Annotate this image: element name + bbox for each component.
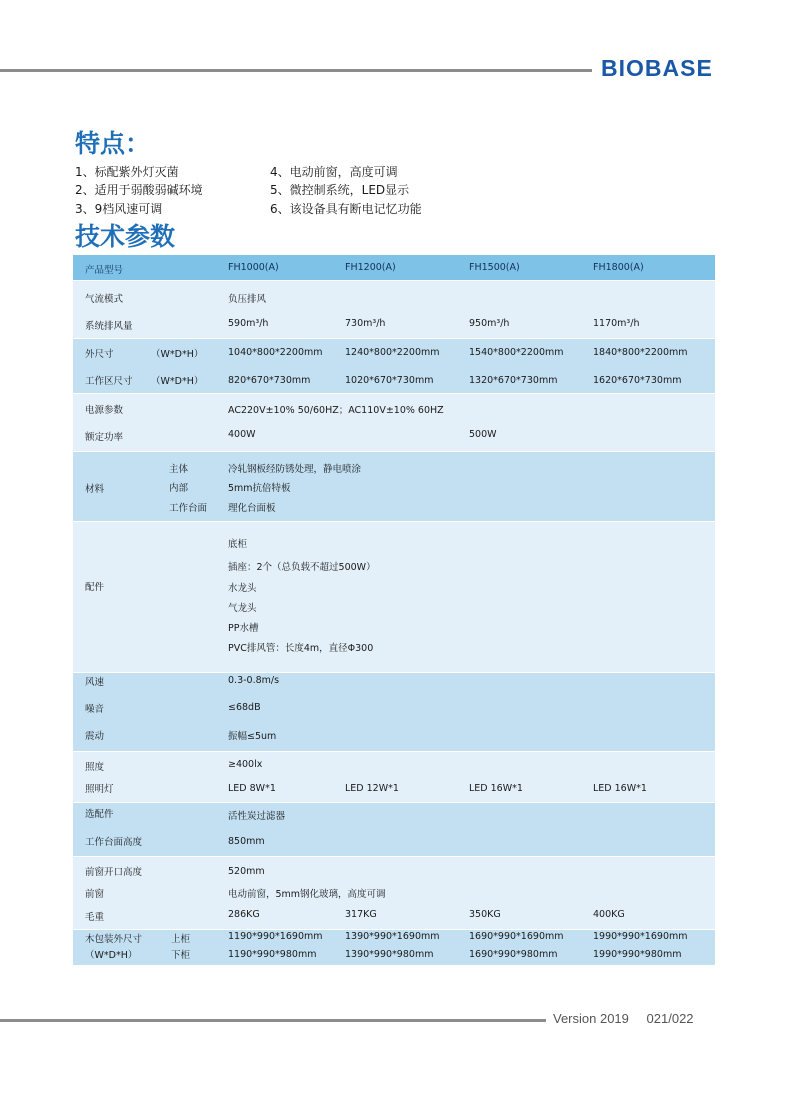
cell-value: 理化台面板	[228, 503, 276, 514]
cell-value: 1040*800*2200mm	[228, 347, 323, 358]
cell-value: 振幅≤5um	[228, 731, 277, 742]
row-label: 前窗	[85, 889, 105, 900]
row-label: 工作台面高度	[85, 837, 143, 848]
cell-value: 950m³/h	[469, 318, 510, 329]
row-label: 选配件	[85, 809, 114, 820]
feature-item: 5、微控制系统，LED显示	[270, 183, 410, 197]
spec-band	[73, 280, 715, 338]
cell-value: 1990*990*980mm	[593, 949, 682, 960]
cell-value: 1540*800*2200mm	[469, 347, 564, 358]
cell-value: LED 16W*1	[469, 783, 523, 794]
spec-band	[73, 672, 715, 751]
cell-value: 1840*800*2200mm	[593, 347, 688, 358]
features-heading: 特点：	[75, 129, 151, 158]
row-sublabel: 内部	[169, 483, 189, 494]
cell-value: 1620*670*730mm	[593, 375, 682, 386]
row-label: 噪音	[85, 704, 105, 715]
cell-value: 负压排风	[228, 294, 267, 305]
cell-value: 1390*990*980mm	[345, 949, 434, 960]
cell-value: 317KG	[345, 909, 377, 920]
header-cell: FH1500(A)	[469, 262, 520, 273]
cell-value: 590m³/h	[228, 318, 269, 329]
accessory-item: 底柜	[228, 539, 248, 550]
specs-heading: 技术参数	[75, 222, 176, 251]
row-label: 震动	[85, 731, 105, 742]
accessory-item: PVC排风管：长度4m，直径Φ300	[228, 643, 374, 654]
spec-band	[73, 751, 715, 802]
feature-item: 2、适用于弱酸弱碱环境	[75, 183, 203, 197]
header-cell: 产品型号	[85, 265, 124, 276]
cell-value: 400W	[228, 429, 256, 440]
cell-value: 1390*990*1690mm	[345, 931, 440, 942]
cell-value: 286KG	[228, 909, 260, 920]
spec-band	[73, 521, 715, 672]
cell-value: 电动前窗，5mm钢化玻璃，高度可调	[228, 889, 386, 900]
cell-value: 冷轧钢板经防锈处理，静电喷涂	[228, 464, 362, 475]
cell-value: 1190*990*980mm	[228, 949, 317, 960]
row-label: 风速	[85, 677, 105, 688]
row-label: 系统排风量	[85, 321, 133, 332]
row-label: 配件	[85, 582, 105, 593]
accessory-item: 插座：2个（总负载不超过500W）	[228, 562, 376, 573]
cell-value: 1690*990*980mm	[469, 949, 558, 960]
cell-value: 520mm	[228, 866, 265, 877]
version-label: Version 2019	[553, 1011, 629, 1026]
cell-value: 1690*990*1690mm	[469, 931, 564, 942]
cell-value: 1190*990*1690mm	[228, 931, 323, 942]
spec-band	[73, 802, 715, 856]
cell-value: 5mm抗倍特板	[228, 483, 291, 494]
cell-value: 850mm	[228, 836, 265, 847]
row-label: 气流模式	[85, 294, 124, 305]
accessory-item: PP水槽	[228, 623, 259, 634]
row-label: 电源参数	[85, 405, 124, 416]
row-sublabel: 工作台面	[169, 503, 208, 514]
cell-value: 350KG	[469, 909, 501, 920]
cell-value: LED 8W*1	[228, 783, 276, 794]
row-label: 额定功率	[85, 432, 124, 443]
cell-value: LED 16W*1	[593, 783, 647, 794]
top-rule	[0, 69, 592, 72]
cell-value: 活性炭过滤器	[228, 811, 286, 822]
accessory-item: 水龙头	[228, 583, 257, 594]
header-cell: FH1800(A)	[593, 262, 644, 273]
feature-item: 4、电动前窗，高度可调	[270, 165, 398, 179]
feature-item: 6、该设备具有断电记忆功能	[270, 202, 422, 216]
cell-value: 500W	[469, 429, 497, 440]
cell-value: 1170m³/h	[593, 318, 640, 329]
cell-value: 1990*990*1690mm	[593, 931, 688, 942]
page-footer	[553, 1011, 708, 1026]
row-label: 外尺寸	[85, 349, 114, 360]
spec-table	[73, 254, 715, 964]
row-label: 工作区尺寸	[85, 376, 133, 387]
bottom-rule	[0, 1019, 546, 1022]
cell-value: ≥400lx	[228, 759, 263, 770]
row-label: 照度	[85, 762, 105, 773]
page-number: 021/022	[646, 1011, 694, 1026]
row-sublabel: 主体	[169, 464, 189, 475]
cell-value: AC220V±10% 50/60HZ；AC110V±10% 60HZ	[228, 405, 444, 416]
cell-value: 820*670*730mm	[228, 375, 311, 386]
cell-value: LED 12W*1	[345, 783, 399, 794]
feature-item: 3、9档风速可调	[75, 202, 163, 216]
row-unit: （W*D*H）	[85, 950, 138, 961]
accessory-item: 气龙头	[228, 603, 257, 614]
row-unit: （W*D*H）	[151, 349, 204, 360]
row-label: 毛重	[85, 912, 105, 923]
cell-value: 0.3-0.8m/s	[228, 675, 280, 686]
header-cell: FH1200(A)	[345, 262, 396, 273]
row-label: 材料	[85, 484, 105, 495]
cell-value: 1020*670*730mm	[345, 375, 434, 386]
row-label: 照明灯	[85, 784, 114, 795]
biobase-logo: BIOBASE	[601, 55, 713, 81]
row-unit: （W*D*H）	[151, 376, 204, 387]
row-label: 前窗开口高度	[85, 867, 143, 878]
row-label: 木包装外尺寸	[85, 934, 143, 945]
feature-item: 1、标配紫外灯灭菌	[75, 165, 179, 179]
cell-value: 730m³/h	[345, 318, 386, 329]
cell-value: 1320*670*730mm	[469, 375, 558, 386]
header-cell: FH1000(A)	[228, 262, 279, 273]
row-sublabel: 下柜	[171, 950, 191, 961]
cell-value: ≤68dB	[228, 702, 261, 713]
cell-value: 400KG	[593, 909, 625, 920]
cell-value: 1240*800*2200mm	[345, 347, 440, 358]
row-sublabel: 上柜	[171, 934, 191, 945]
